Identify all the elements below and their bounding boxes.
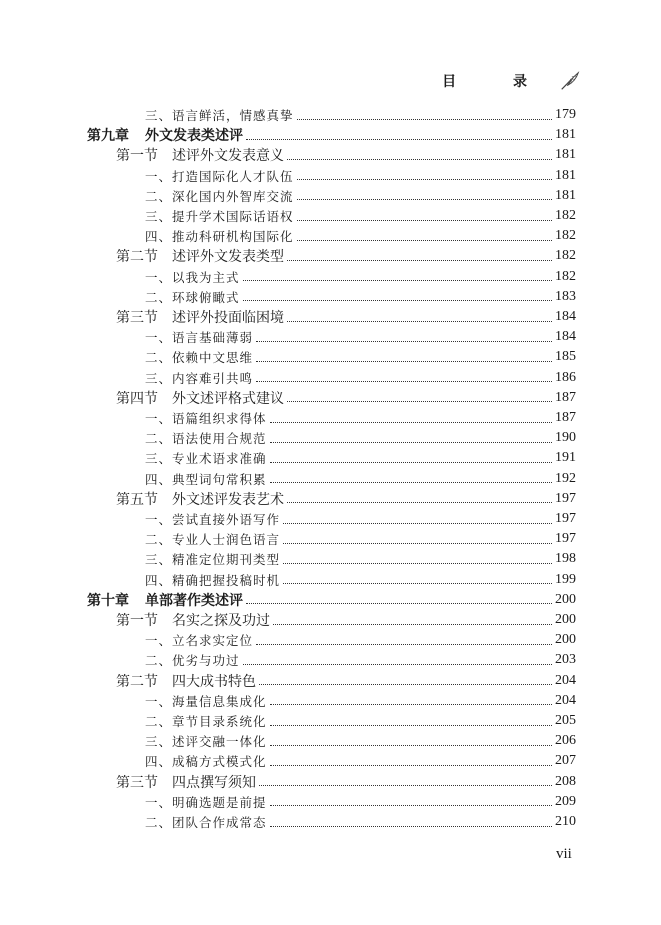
toc-subsection-entry: [145, 428, 576, 448]
toc-entry-page: 182: [555, 268, 576, 284]
toc-entry-page: 182: [555, 228, 576, 244]
toc-entry-title: 二、专业人士润色语言: [145, 532, 281, 548]
toc-section-entry: [116, 489, 576, 509]
quill-icon: [559, 70, 581, 92]
toc-entry-page: 184: [555, 309, 576, 324]
toc-entry-title: 一、尝试直接外语写作: [145, 512, 281, 527]
toc-subsection-entry: [145, 368, 576, 388]
toc-entry-number: 第九章: [87, 128, 129, 145]
toc-entry-title: 四、推动科研机构国际化: [145, 229, 294, 245]
toc-entry-page: 200: [555, 591, 576, 607]
dot-leader: [297, 240, 552, 241]
dot-leader: [246, 139, 552, 140]
toc-subsection-entry: [145, 570, 576, 590]
toc-entry-page: 204: [555, 692, 576, 708]
toc-entry-page: 183: [555, 288, 576, 304]
toc-entry-number: 第一节: [116, 613, 158, 629]
toc-entry-title: 一、打造国际化人才队伍: [145, 168, 294, 184]
toc-entry-title: 四、成稿方式模式化: [145, 754, 267, 770]
toc-entry-title: 三、精准定位期刊类型: [145, 552, 281, 568]
toc-entry-title: 四、典型词句常积累: [145, 471, 267, 487]
toc-entry-title: 述评外文发表意义: [172, 148, 284, 165]
dot-leader: [283, 523, 552, 524]
toc-entry-page: 181: [555, 187, 576, 203]
dot-leader: [270, 422, 552, 423]
toc-entry-page: 199: [555, 571, 576, 587]
toc-subsection-entry: [145, 186, 576, 206]
dot-leader: [270, 745, 552, 746]
toc-entry-page: 209: [555, 793, 576, 809]
toc-entry-page: 203: [555, 652, 576, 668]
toc-entry-page: 190: [555, 430, 576, 446]
toc-subsection-entry: [145, 691, 576, 711]
dot-leader: [259, 785, 552, 786]
toc-entry-title: 四大成书特色: [172, 673, 256, 690]
toc-subsection-entry: [145, 166, 576, 186]
dot-leader: [243, 300, 552, 301]
toc-entry-page: 206: [555, 733, 576, 749]
dot-leader: [287, 260, 552, 261]
running-header: [442, 70, 581, 92]
dot-leader: [270, 442, 552, 443]
toc-entry-title: 三、提升学术国际话语权: [145, 209, 294, 224]
toc-entry-page: 187: [555, 389, 576, 405]
dot-leader: [287, 321, 552, 322]
dot-leader: [256, 361, 552, 362]
dot-leader: [270, 704, 552, 705]
toc-entry-title: 单部著作类述评: [145, 592, 243, 609]
dot-leader: [270, 826, 552, 827]
toc-entry-title: 名实之探及功过: [172, 613, 270, 629]
toc-entry-title: 二、优劣与功过: [145, 653, 240, 669]
toc-section-entry: [116, 145, 576, 165]
dot-leader: [270, 462, 552, 463]
toc-entry-title: 三、专业术语求准确: [145, 451, 267, 467]
toc-entry-page: 205: [555, 713, 576, 728]
dot-leader: [287, 159, 552, 160]
dot-leader: [270, 765, 552, 766]
toc-entry-page: 200: [555, 612, 576, 627]
toc-entry-title: 述评外投面临困境: [172, 310, 284, 326]
toc-subsection-entry: [145, 529, 576, 549]
toc-entry-page: 197: [555, 490, 576, 506]
dot-leader: [287, 401, 552, 402]
toc-entry-page: 207: [555, 753, 576, 769]
toc-subsection-entry: [145, 105, 576, 125]
toc-subsection-entry: [145, 650, 576, 670]
toc-subsection-entry: [145, 408, 576, 428]
toc-entry-number: 第三节: [116, 310, 158, 326]
dot-leader: [256, 644, 552, 645]
toc-entry-title: 二、依赖中文思维: [145, 350, 254, 366]
toc-subsection-entry: [145, 347, 576, 367]
toc-subsection-entry: [145, 509, 576, 529]
toc-entry-page: 186: [555, 369, 576, 385]
page-number: vii: [556, 846, 572, 862]
dot-leader: [243, 664, 552, 665]
toc-entry-page: 184: [555, 329, 576, 345]
toc-subsection-entry: [145, 711, 576, 731]
toc-section-entry: [116, 610, 576, 630]
dot-leader: [297, 220, 552, 221]
toc-entry-page: 200: [555, 632, 576, 648]
dot-leader: [283, 583, 552, 584]
toc-section-entry: [116, 307, 576, 327]
toc-entry-title: 一、立名求实定位: [145, 633, 254, 649]
toc-subsection-entry: [145, 327, 576, 347]
dot-leader: [270, 482, 552, 483]
toc-chapter-entry: [87, 590, 576, 610]
dot-leader: [287, 502, 552, 503]
toc-entry-number: 第二节: [116, 673, 158, 690]
toc-entry-page: 208: [555, 773, 576, 789]
toc-entry-title: 二、深化国内外智库交流: [145, 188, 294, 204]
toc-entry-title: 述评外文发表类型: [172, 249, 284, 266]
toc-section-entry: [116, 246, 576, 266]
toc-entry-number: 第三节: [116, 774, 158, 791]
toc-subsection-entry: [145, 469, 576, 489]
dot-leader: [297, 179, 552, 180]
toc-entry-title: 四、精确把握投稿时机: [145, 572, 281, 588]
dot-leader: [297, 119, 552, 120]
toc-entry-title: 外文述评发表艺术: [172, 491, 284, 508]
toc-entry-page: 181: [555, 127, 576, 143]
toc-entry-page: 198: [555, 551, 576, 567]
toc-entry-page: 192: [555, 470, 576, 486]
toc-entry-title: 外文发表类述评: [145, 128, 243, 145]
dot-leader: [270, 805, 552, 806]
dot-leader: [246, 603, 552, 604]
toc-section-entry: [116, 772, 576, 792]
toc-entry-title: 一、语言基础薄弱: [145, 330, 254, 346]
dot-leader: [273, 624, 552, 625]
toc-entry-title: 三、述评交融一体化: [145, 734, 267, 750]
toc-subsection-entry: [145, 731, 576, 751]
toc-entry-title: 外文述评格式建议: [172, 390, 284, 407]
toc-entry-number: 第二节: [116, 249, 158, 266]
toc-subsection-entry: [145, 549, 576, 569]
toc-subsection-entry: [145, 751, 576, 771]
dot-leader: [256, 341, 552, 342]
toc-entry-page: 210: [555, 814, 576, 829]
toc-chapter-entry: [87, 125, 576, 145]
toc-entry-title: 四点撰写须知: [172, 774, 256, 791]
toc-subsection-entry: [145, 792, 576, 812]
toc-entry-number: 第五节: [116, 491, 158, 508]
toc-entry-title: 一、明确选题是前提: [145, 794, 267, 810]
toc-entry-title: 一、以我为主式: [145, 269, 240, 285]
dot-leader: [259, 684, 552, 685]
toc-subsection-entry: [145, 448, 576, 468]
toc-subsection-entry: [145, 812, 576, 832]
toc-entry-page: 191: [555, 450, 576, 466]
toc-entry-title: 二、团队合作成常态: [145, 815, 267, 830]
toc-entry-title: 二、章节目录系统化: [145, 714, 267, 729]
header-title: 目 录: [442, 74, 553, 90]
toc-entry-page: 197: [555, 531, 576, 547]
toc-entry-page: 182: [555, 208, 576, 223]
dot-leader: [283, 543, 552, 544]
toc-entry-page: 204: [555, 672, 576, 688]
toc-entry-number: 第十章: [87, 592, 129, 609]
toc-entry-page: 182: [555, 248, 576, 264]
toc-subsection-entry: [145, 287, 576, 307]
toc-entry-page: 181: [555, 167, 576, 183]
toc-entry-page: 185: [555, 349, 576, 365]
dot-leader: [283, 563, 552, 564]
dot-leader: [270, 725, 552, 726]
toc-entry-page: 179: [555, 107, 576, 122]
toc-entry-title: 三、语言鲜活，情感真挚: [145, 108, 294, 123]
toc-entry-page: 197: [555, 511, 576, 526]
toc-subsection-entry: [145, 267, 576, 287]
toc-entry-page: 181: [555, 147, 576, 163]
toc-entry-title: 一、语篇组织求得体: [145, 411, 267, 426]
toc-entry-number: 第一节: [116, 148, 158, 165]
toc-entry-page: 187: [555, 410, 576, 425]
dot-leader: [297, 199, 552, 200]
toc-subsection-entry: [145, 206, 576, 226]
toc-entry-title: 二、环球俯瞰式: [145, 289, 240, 305]
toc-entry-title: 三、内容难引共鸣: [145, 370, 254, 386]
toc-entry-title: 一、海量信息集成化: [145, 693, 267, 709]
toc-entry-number: 第四节: [116, 390, 158, 407]
toc-entry-title: 二、语法使用合规范: [145, 431, 267, 447]
toc-section-entry: [116, 671, 576, 691]
toc-subsection-entry: [145, 630, 576, 650]
dot-leader: [243, 280, 552, 281]
dot-leader: [256, 381, 552, 382]
toc-subsection-entry: [145, 226, 576, 246]
toc-section-entry: [116, 388, 576, 408]
